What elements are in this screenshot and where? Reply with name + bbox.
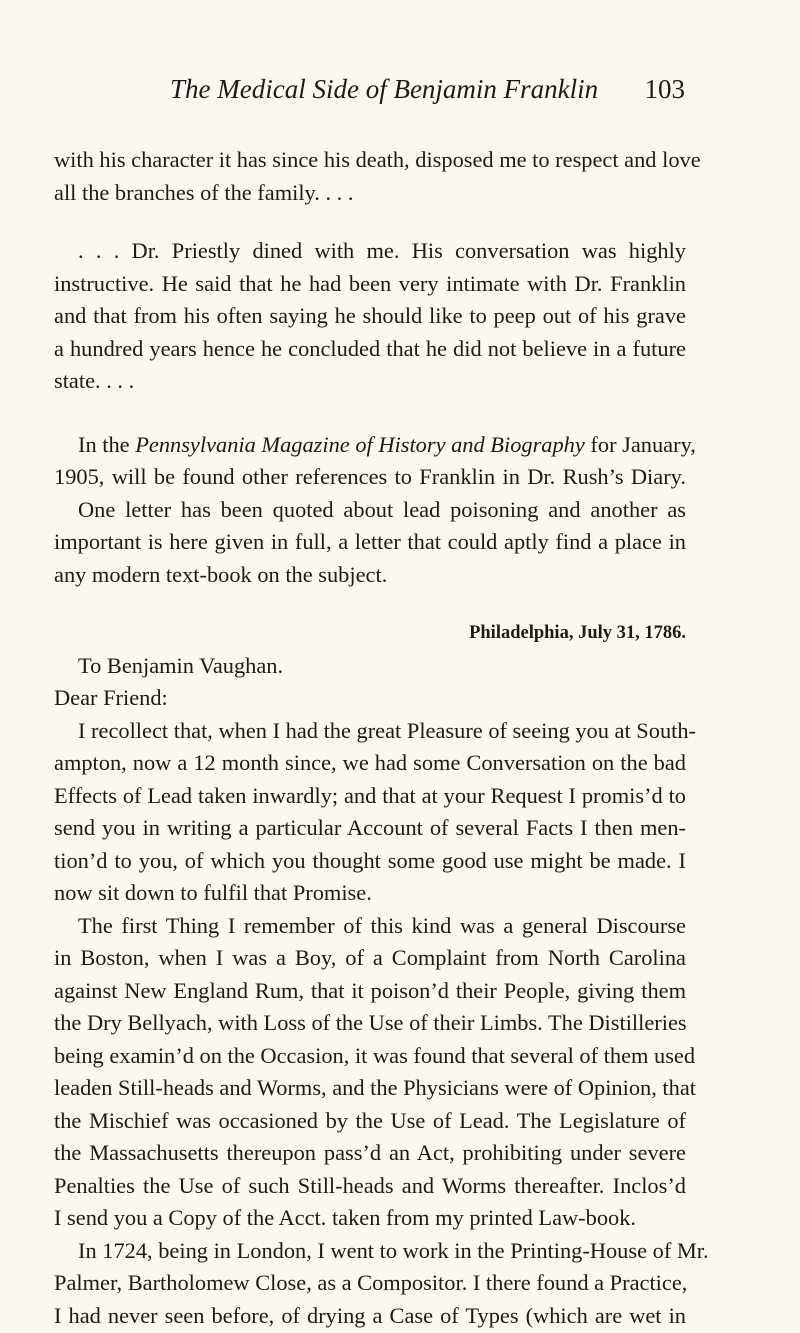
text-line: 1905, will be found other references to Franklin in Dr. Rush’s Diary. [54, 464, 686, 489]
page-number: 103 [644, 74, 685, 104]
text-line: leaden Still-heads and Worms, and the Physicians were of Opinion, that [54, 1075, 697, 1100]
text-line: Effects of Lead taken inwardly; and that at your Request I promis’d to [54, 782, 686, 808]
running-title: The Medical Side of Benjamin Franklin [170, 74, 599, 104]
text-line: I recollect that, when I had the great Pleasure of seeing you at South- [78, 717, 697, 743]
text-line: a hundred years hence he concluded that he did not believe in a future [54, 335, 686, 361]
text-line: Palmer, Bartholomew Close, as a Compositor. I there found a Practice, [54, 1270, 688, 1295]
text-line: I send you a Copy of the Acct. taken from my printed Law-book. [54, 1205, 637, 1230]
text-line: all the branches of the family. . . . [54, 179, 354, 205]
text-line: now sit down to fulfil that Promise. [54, 880, 372, 905]
text-line: against New England Rum, that it poison’d their People, giving them [54, 977, 686, 1003]
text-line: any modern text-book on the subject. [54, 561, 388, 587]
text-line: in Boston, when I was a Boy, of a Complaint from North Carolina [54, 945, 686, 970]
journal-title: Pennsylvania Magazine of History and Biography [135, 431, 585, 457]
text-line: One letter has been quoted about lead poisoning and another as [78, 496, 686, 522]
text-line: . . . Dr. Priestly dined with me. His conversation was highly [78, 238, 686, 263]
text-line: I had never seen before, of drying a Case of Types (which are wet in [54, 1302, 686, 1328]
page-body [54, 144, 709, 1332]
text-line: In 1724, being in London, I went to work in the Printing-House of Mr. [78, 1237, 709, 1263]
page-header [170, 74, 685, 118]
text-line: Penalties the Use of such Still-heads and Worms thereafter. Inclos’d [54, 1172, 686, 1198]
text-line: important is here given in full, a letter that could aptly find a place in [54, 529, 686, 554]
text-line: with his character it has since his death, disposed me to respect and love [54, 147, 701, 172]
text-line: tion’d to you, of which you thought some good use might be made. I [54, 847, 686, 873]
letter-date: Philadelphia, July 31, 1786. [469, 623, 686, 643]
text-line: being examin’d on the Occasion, it was found that several of them used [54, 1042, 696, 1068]
text-line: ampton, now a 12 month since, we had some Conversation on the bad [54, 750, 686, 775]
text-line: the Mischief was occasioned by the Use of Lead. The Legislature of [54, 1107, 686, 1133]
letter-salutation: Dear Friend: [54, 685, 168, 710]
text-line: In the Pennsylvania Magazine of History and Biography for January, [78, 431, 696, 457]
text-line: instructive. He said that he had been very intimate with Dr. Franklin [54, 270, 686, 296]
text-line: send you in writing a particular Account of several Facts I then men- [54, 815, 686, 840]
letter-recipient: To Benjamin Vaughan. [78, 652, 284, 678]
text-line: state. . . . [54, 368, 135, 393]
text-line: The first Thing I remember of this kind was a general Discourse [78, 912, 686, 938]
text-line: the Massachusetts thereupon pass’d an Act, prohibiting under severe [54, 1140, 686, 1165]
text-line: the Dry Bellyach, with Loss of the Use of their Limbs. The Distilleries [54, 1010, 687, 1035]
text-line: and that from his often saying he should like to peep out of his grave [54, 303, 686, 328]
